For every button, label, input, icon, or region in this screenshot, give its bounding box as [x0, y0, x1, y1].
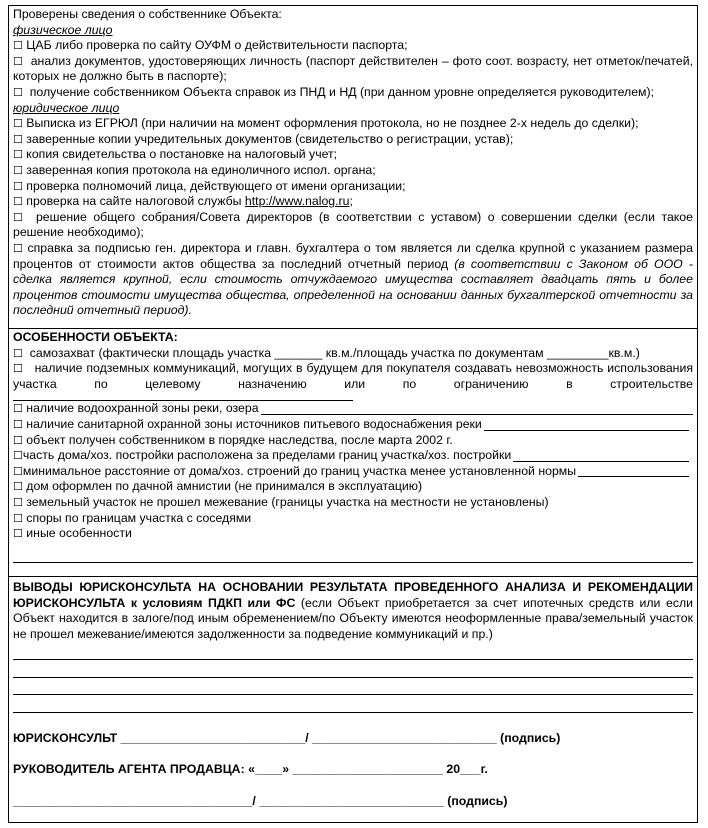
- jur-item-protocol[interactable]: ☐ заверенная копия протокола на единоличного испол. органа;: [13, 162, 376, 177]
- nalog-link[interactable]: http://www.nalog.ru: [244, 194, 350, 209]
- phys-item-passport[interactable]: ☐ ЦАБ либо проверка по сайту ОУФМ о действительности паспорта;: [13, 38, 408, 53]
- feature-outside-part[interactable]: ☐ часть дома/хоз. постройки расположена за пределами границ участка/хоз. постройки: [13, 448, 693, 464]
- object-features-section: [8, 329, 698, 577]
- sanitary-zone-blank[interactable]: [484, 419, 689, 431]
- object-features-heading: ОСОБЕННОСТИ ОБЪЕКТА:: [13, 330, 178, 344]
- checkbox-icon[interactable]: ☐: [13, 464, 23, 478]
- feature-seizure[interactable]: ☐ самозахват (фактически площадь участка _______ кв.м./площадь участка по документам _________кв.м.): [13, 345, 640, 360]
- checkbox-icon[interactable]: ☐: [13, 195, 23, 209]
- checkbox-icon[interactable]: ☐: [13, 241, 23, 255]
- checkbox-icon[interactable]: ☐: [13, 117, 23, 131]
- agent-head-date-line[interactable]: РУКОВОДИТЕЛЬ АГЕНТА ПРОДАВЦА: «____» ______________________ 20___г.: [13, 762, 488, 777]
- phys-item-certificates[interactable]: ☐ получение собственником Объекта справок из ПНД и НД (при данном уровне определяется руководителем);: [13, 84, 655, 99]
- checkbox-icon[interactable]: ☐: [13, 511, 23, 525]
- feature-utilities[interactable]: ☐ наличие подземных коммуникаций, могущих в будущем для покупателя создавать невозможность использования участка по целевому назначению или по ограничению в строительстве: [13, 361, 694, 391]
- checkbox-icon[interactable]: ☐: [13, 54, 23, 68]
- checkbox-icon[interactable]: ☐: [13, 179, 23, 193]
- conclusions-heading: ВЫВОДЫ ЮРИСКОНСУЛЬТА НА ОСНОВАНИИ РЕЗУЛЬТАТА ПРОВЕДЕННОГО АНАЛИЗА И РЕКОМЕНДАЦИИ ЮРИСКОНСУЛЬТА к условиям ПДКП или ФС (если Объект приобретается за счет ипотечных средств или если Объект находится в залоге/под иным обременением/по Объекту имеются неоформленные права/земельный участок не прошел межевание/имеются задолженности за подведение коммуникаций и пр.): [13, 580, 694, 641]
- phys-item-documents[interactable]: ☐ анализ документов, удостоверяющих личность (паспорт действителен – фото соот. возрасту, нет отметок/печатей, которых не должно быть в паспорте);: [13, 53, 693, 84]
- conclusion-line-3[interactable]: [13, 680, 693, 696]
- checkbox-icon[interactable]: ☐: [13, 449, 23, 463]
- utilities-blank-line[interactable]: [13, 392, 353, 401]
- jur-item-founding-docs[interactable]: ☐ заверенные копии учредительных документов (свидетельство о регистрации, устав);: [13, 131, 514, 146]
- owner-check-section: [8, 5, 698, 329]
- checkbox-icon[interactable]: ☐: [13, 402, 23, 416]
- jur-item-tax-site[interactable]: ☐ проверка на сайте налоговой службы http://www.nalog.ru;: [13, 194, 353, 209]
- checkbox-icon[interactable]: ☐: [13, 210, 23, 224]
- bottom-signature-line[interactable]: ___________________________________/ ___________________________ (подпись): [13, 793, 508, 808]
- checkbox-icon[interactable]: ☐: [13, 39, 23, 53]
- feature-border-disputes[interactable]: ☐ споры по границам участка с соседями: [13, 510, 252, 525]
- jur-item-authority[interactable]: ☐ проверка полномочий лица, действующего от имени организации;: [13, 178, 406, 193]
- feature-dacha-amnesty[interactable]: ☐ дом оформлен по дачной амнистии (не принимался в эксплуатацию): [13, 479, 423, 494]
- jur-item-egrul[interactable]: ☐ Выписка из ЕГРЮЛ (при наличии на момент оформления протокола, но не позднее 2-х недель до сделки);: [13, 116, 639, 131]
- jur-person-heading: юридическое лицо: [13, 100, 120, 115]
- major-deal-note: (в соответствии с Законом об ООО - сделка является крупной, если стоимость отчуждаемого имущества составляет двадцать пять и более процентов стоимости имущества общества, определенной на основании данных бухгалтерской отчетности за последний отчетный период).: [13, 256, 693, 318]
- water-zone-blank[interactable]: [261, 403, 693, 415]
- jur-item-major-deal-cert[interactable]: ☐ справка за подписью ген. директора и главн. бухгалтера о том является ли сделка крупной с указанием размера процентов от стоимости актов общества за последний отчетный период (в соответствии с Законом об ООО - сделка является крупной, если стоимость отчуждаемого имущества составляет двадцать пять и более процентов стоимости имущества общества, определенной на основании данных бухгалтерской отчетности за последний отчетный период).: [13, 240, 693, 318]
- lawyer-signature-line[interactable]: ЮРИСКОНСУЛЬТ ___________________________/ ___________________________ (подпись): [13, 730, 561, 745]
- checkbox-icon[interactable]: ☐: [13, 480, 23, 494]
- feature-water-zone[interactable]: ☐ наличие водоохранной зоны реки, озера: [13, 401, 693, 417]
- jur-item-meeting-decision[interactable]: ☐ решение общего собрания/Совета директоров (в соответствии с уставом) о совершении сделки (если такое решение необходимо);: [13, 209, 693, 240]
- checkbox-icon[interactable]: ☐: [13, 495, 23, 509]
- feature-other[interactable]: ☐ иные особенности: [13, 526, 132, 541]
- owner-check-intro: Проверены сведения о собственнике Объекта:: [13, 7, 282, 21]
- min-distance-blank[interactable]: [578, 465, 689, 477]
- checkbox-icon[interactable]: ☐: [13, 132, 23, 146]
- checkbox-icon[interactable]: ☐: [13, 433, 23, 447]
- conclusion-line-2[interactable]: [13, 662, 693, 678]
- checkbox-icon[interactable]: ☐: [13, 346, 23, 360]
- jur-item-tax-registration[interactable]: ☐ копия свидетельства о постановке на налоговый учет;: [13, 147, 338, 162]
- outside-part-blank[interactable]: [513, 450, 689, 462]
- feature-no-survey[interactable]: ☐ земельный участок не прошел межевание (границы участка на местности не установлены): [13, 494, 549, 509]
- feature-sanitary-zone[interactable]: ☐ наличие санитарной охранной зоны источников питьевого водоснабжения реки: [13, 417, 693, 433]
- phys-person-heading: физическое лицо: [13, 22, 113, 37]
- conclusion-line-1[interactable]: [13, 644, 693, 660]
- conclusion-line-4[interactable]: [13, 697, 693, 713]
- other-features-blank-line[interactable]: [13, 548, 693, 564]
- feature-inheritance[interactable]: ☐ объект получен собственником в порядке наследства, после марта 2002 г.: [13, 432, 453, 447]
- feature-min-distance[interactable]: ☐ минимальное расстояние от дома/хоз. строений до границ участка менее установленной нормы: [13, 464, 693, 480]
- conclusions-section: [8, 577, 698, 823]
- checkbox-icon[interactable]: ☐: [13, 527, 23, 541]
- checkbox-icon[interactable]: ☐: [13, 148, 23, 162]
- checkbox-icon[interactable]: ☐: [13, 417, 23, 431]
- legal-check-form: [8, 5, 700, 823]
- checkbox-icon[interactable]: ☐: [13, 362, 23, 376]
- checkbox-icon[interactable]: ☐: [13, 163, 23, 177]
- checkbox-icon[interactable]: ☐: [13, 85, 23, 99]
